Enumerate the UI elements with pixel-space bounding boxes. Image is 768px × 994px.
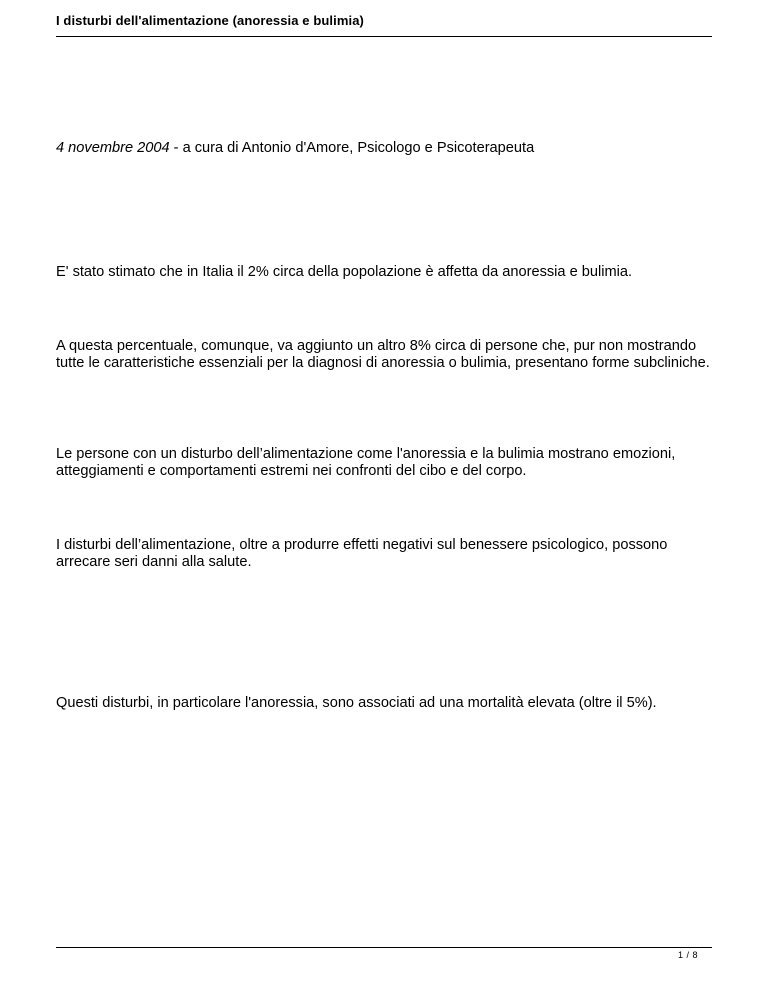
- paragraph-health: I disturbi dell’alimentazione, oltre a produrre effetti negativi sul benessere psicologico, possono arrecare seri danni alla salute.: [56, 537, 668, 570]
- page-footer: [56, 947, 712, 960]
- paragraph-prevalence: E' stato stimato che in Italia il 2% circa della popolazione è affetta da anoressia e bulimia.: [56, 264, 633, 280]
- byline-date: 4 novembre 2004: [56, 140, 170, 156]
- paragraph-subclinical: A questa percentuale, comunque, va aggiunto un altro 8% circa di persone che, pur non mostrando tutte le caratteristiche essenziali per la diagnosi di anoressia o bulimia, presentano forme subcliniche.: [56, 338, 710, 371]
- paragraph-emotions: Le persone con un disturbo dell’alimentazione come l'anoressia e la bulimia mostrano emozioni, atteggiamenti e comportamenti estremi nei confronti del cibo e del corpo.: [56, 446, 676, 479]
- paragraph-mortality: Questi disturbi, in particolare l'anoressia, sono associati ad una mortalità elevata (oltre il 5%).: [56, 695, 657, 711]
- page-header: [56, 12, 712, 37]
- document-title: I disturbi dell'alimentazione (anoressia e bulimia): [56, 13, 364, 28]
- byline: [56, 140, 716, 157]
- byline-author: - a cura di Antonio d'Amore, Psicologo e Psicoterapeuta: [169, 140, 535, 156]
- page-number: 1 / 8: [677, 950, 698, 960]
